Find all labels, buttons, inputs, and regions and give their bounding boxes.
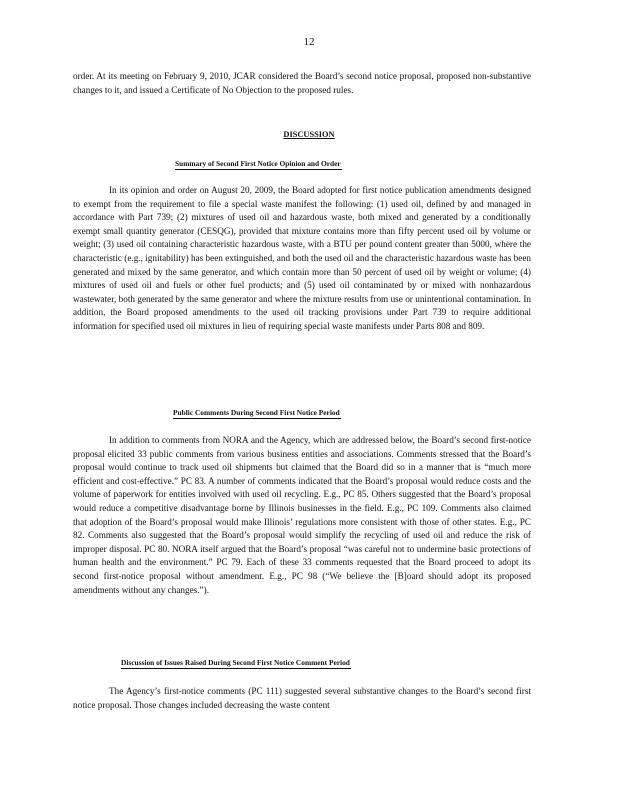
- intro-paragraph: order. At its meeting on February 9, 2010, JCAR considered the Board’s second notice proposal, proposed non-substantive changes to it, and issued a Certificate of No Objection to the proposed rules.: [73, 71, 531, 95]
- discussion-heading: DISCUSSION: [283, 130, 335, 139]
- public-comments-paragraph: In addition to comments from NORA and the Agency, which are addressed below, the Board’s second first-notice proposal elicited 33 public comments from various business entities and associations. Comments stressed that the Board’s proposal would continue to track used oil shipments but claimed that the Board did so in a manner that is “much more efficient and cost-effective.” PC 83. A number of comments indicated that the Board’s proposal would reduce costs and the volume of paperwork for entities involved with used oil recycling. E.g., PC 85. Others suggested that the Board’s proposal would reduce a competitive disadvantage borne by Illinois businesses in the field. E.g., PC 109. Comments also claimed that adoption of the Board’s proposal would make Illinois’ regulations more consistent with those of other states. E.g., PC 82. Comments also suggested that the Board’s proposal would simplify the recycling of used oil and reduce the risk of improper disposal. PC 80. NORA itself argued that the Board’s proposal “was careful not to undermine basic protections of human health and the environment.” PC 79. Each of these 33 comments requested that the Board proceed to adopt its second first-notice proposal without amendment. E.g., PC 98 (“We believe the [B]oard should adopt its proposed amendments without any changes.”).: [73, 435, 531, 595]
- summary-heading: [175, 159, 342, 168]
- issues-heading-text: Discussion of Issues Raised During Second First Notice Comment Period: [121, 658, 350, 667]
- summary-paragraph: In its opinion and order on August 20, 2009, the Board adopted for first notice publication amendments designed to exempt from the requirement to file a special waste manifest the following: (1) used oil, defined by and managed in accordance with Part 739; (2) mixtures of used oil and hazardous waste, both mixed and generated by a conditionally exempt small quantity generator (CESQG), provided that mixture contains more than fifty percent used oil by volume or weight; (3) used oil containing characteristic hazardous waste, with a BTU per pound content greater than 5000, where the characteristic (e.g., ignitability) has been extinguished, and both the used oil and the characteristic hazardous waste has been generated and mixed by the same generator, and which contain more than 50 percent of used oil by weight or volume; (4) mixtures of used oil and fuels or other fuel products; and (5) used oil contaminated by or mixed with nonhazardous wastewater, both generated by the same generator and where the mixture results from use or unintentional contamination. In addition, the Board proposed amendments to the used oil tracking provisions under Part 739 to require additional information for specified used oil mixtures in lieu of requiring special waste manifests under Parts 808 and 809.: [73, 185, 531, 331]
- issues-paragraph: The Agency’s first-notice comments (PC 111) suggested several substantive changes to the Board’s second first notice proposal. Those changes included decreasing the waste content: [73, 686, 531, 710]
- issues-heading: [121, 658, 351, 667]
- page-number: 12: [303, 36, 315, 48]
- public-comments-heading: [173, 408, 341, 417]
- summary-heading-text: Summary of Second First Notice Opinion and Order: [175, 159, 341, 168]
- public-comments-heading-text: Public Comments During Second First Notice Period: [173, 408, 340, 417]
